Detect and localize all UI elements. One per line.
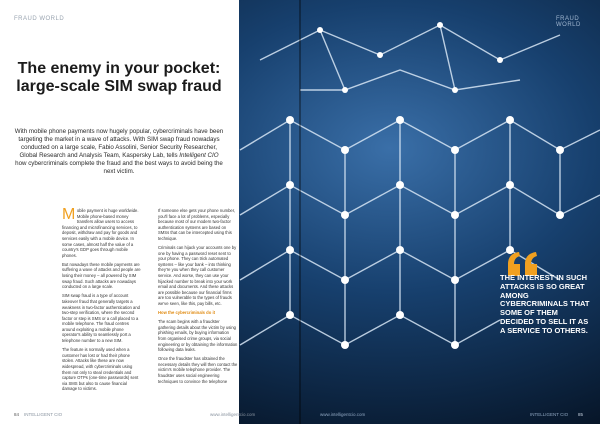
section-subheading: How the cybercriminals do it — [158, 310, 216, 316]
publication-name-left: INTELLIGENT CIO — [24, 412, 63, 417]
footer-url-right: www.intelligentcio.com — [320, 412, 366, 417]
standfirst-text-1: With mobile phone payments now hugely popular, cybercriminals have been targeting the market in a wave of attacks. With SIM swap fraud nowadays conducted on a large scale, Fabio Assolini, Senior Security Researcher, Global Research and Analysis Team, Kaspersky Lab, tells — [14, 128, 224, 160]
publication-name-right: INTELLIGENT CIO — [530, 412, 569, 417]
body-paragraph: Mobile payment is huge worldwide. Mobile phone-based money transfers allow users to access financing and microfinancing services, to deposit, withdraw and pay for goods and services easily with a mobile device. In some cases, almost half the value of a country's GDP goes through mobile phones. — [62, 206, 139, 258]
article-headline: The enemy in your pocket: large-scale SIM swap fraud — [16, 60, 222, 95]
body-paragraph: Criminals can hijack your accounts one by one by having a password reset sent to your phone. They can trick automated systems – like your bank – into thinking they're you when they call customer service. And worse, they can use your hijacked number to break into your work email and documents. And these attacks are possible because our financial firms are too vulnerable to the types of frauds we've seen, like this, pay bills, etc. — [158, 245, 237, 306]
body-column-1 — [62, 208, 142, 395]
page-footer — [0, 406, 600, 424]
body-paragraph: SIM swap fraud is a type of account takeover fraud that generally targets a weakness in two-factor authentication and two-step verification, where the second factor or step is SMS or a call placed to a mobile telephone. The fraud centres around exploiting a mobile phone operator's ability to seamlessly port a telephone number to a new SIM. — [62, 293, 140, 344]
article-standfirst — [14, 128, 224, 177]
body-paragraph: The feature is normally used when a customer has lost or had their phone stolen. Attacks like these are now widespread, with cybercriminals using them not only to steal credentials and capture OTPs (one-time passwords) sent via SMS but also to cause financial damage to victims. — [62, 347, 139, 392]
page-fold — [299, 0, 301, 424]
pull-quote: THE INTEREST IN SUCH ATTACKS IS SO GREAT AMONG CYBERCRIMINALS THAT SOME OF THEM DECIDED TO SELL IT AS A SERVICE TO OTHERS. — [500, 273, 590, 335]
body-columns — [62, 208, 240, 403]
section-tag-right: FRAUD WORLD — [556, 16, 581, 28]
standfirst-publication: Intelligent CIO — [179, 152, 219, 160]
body-paragraph: The scam begins with a fraudster gathering details about the victim by using phishing emails, by buying information from organised crime groups, via social engineering or by obtaining the information following data leaks. — [158, 319, 238, 353]
standfirst-text-2: how cybercriminals complete the fraud and the best ways to avoid being the next victim. — [15, 160, 223, 176]
section-tag-left: FRAUD WORLD — [14, 16, 65, 22]
body-paragraph: If someone else gets your phone number, you'll face a lot of problems, especially because most of our modern two-factor authentication systems are based on SMSs that can be intercepted using this technique. — [158, 208, 236, 241]
drop-cap: M — [62, 206, 76, 223]
body-paragraph: But nowadays these mobile payments are suffering a wave of attacks and people are losing their money – all powered by SIM swap fraud. Such attacks are nowadays conducted on a large scale. — [62, 261, 141, 290]
body-paragraph: Once the fraudster has obtained the necessary details they will then contact the victim's mobile telephone provider. The fraudster uses social engineering techniques to convince the telephone — [158, 356, 238, 384]
footer-url-left: www.intelligentcio.com — [210, 412, 256, 417]
body-column-2 — [158, 208, 238, 388]
page-number-left: 84 — [14, 412, 20, 417]
page-number-right: 85 — [578, 412, 584, 417]
article-panel — [0, 0, 239, 424]
